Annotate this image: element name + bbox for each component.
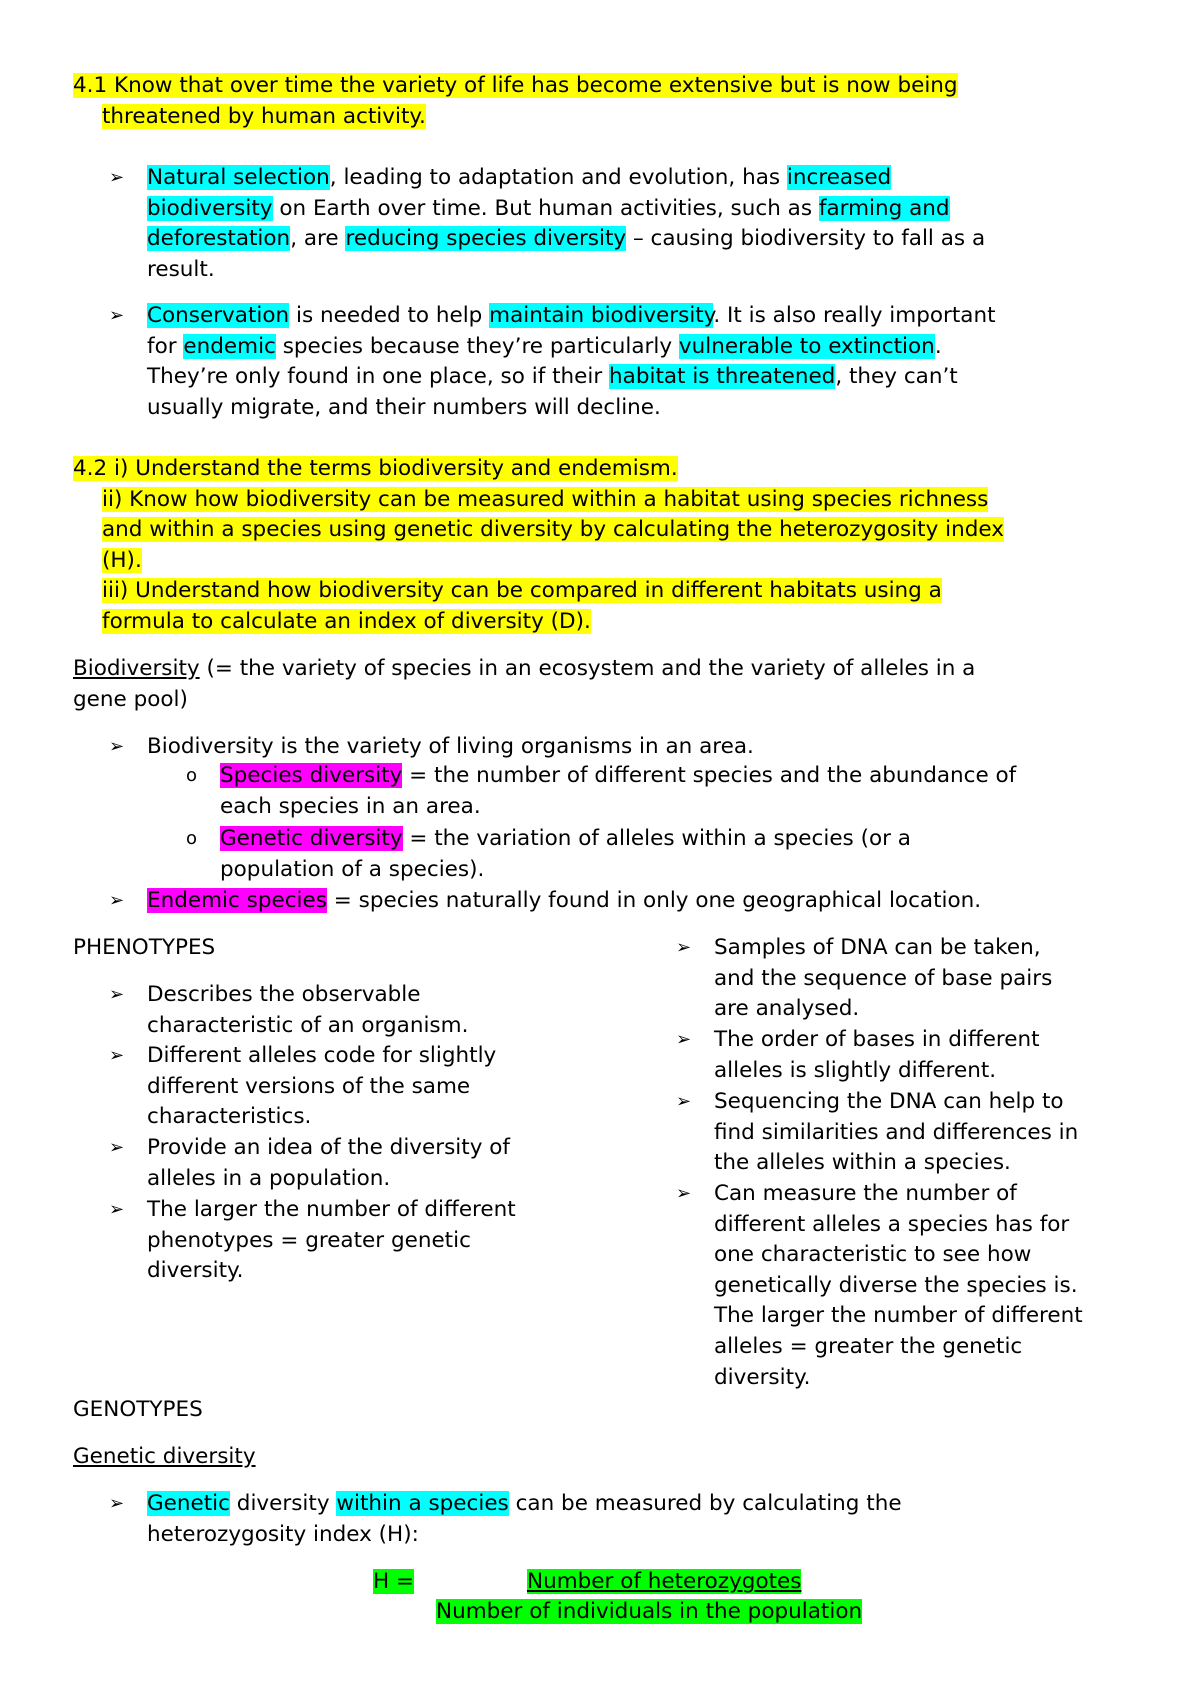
text-line (147, 1041, 496, 1072)
text-line (147, 1226, 516, 1257)
phenotype-bullet (109, 1195, 516, 1287)
text-line (147, 1256, 516, 1287)
arrow-bullet-icon: ➢ (109, 1137, 125, 1158)
highlighted-text: reducing species diversity (345, 226, 627, 252)
text: , are (290, 226, 346, 252)
arrow-bullet-icon: ➢ (676, 1183, 692, 1204)
formula-numerator (527, 1567, 801, 1598)
text-line (73, 71, 958, 102)
text: The larger the number of different (714, 1303, 1083, 1329)
text-line (714, 1271, 1083, 1302)
text-line (436, 1597, 862, 1628)
text: = species naturally found in only one geographical location. (326, 888, 982, 913)
text-line (147, 886, 981, 917)
bullet-heterozygosity (109, 1489, 902, 1550)
highlighted-text: Number of heterozygotes (527, 1569, 802, 1594)
dna-bullet (676, 1179, 1083, 1393)
objective-4-1-heading (73, 71, 958, 132)
text-line (147, 332, 996, 363)
text-line (147, 1520, 902, 1551)
text: each species in an area. (220, 793, 481, 819)
text-line (220, 761, 1016, 792)
text-line (147, 980, 468, 1011)
phenotype-bullet (109, 1133, 510, 1194)
text-line (220, 792, 1016, 823)
arrow-bullet-icon: ➢ (109, 305, 125, 326)
formula-h-equals (373, 1567, 414, 1598)
text: population of a species). (220, 856, 485, 882)
text: alleles is slightly different. (714, 1057, 997, 1083)
text-line (147, 255, 985, 286)
genetic-diversity-heading (73, 1442, 256, 1473)
highlighted-text: Endemic species (147, 888, 327, 913)
highlighted-text: ii) Know how biodiversity can be measured within a habitat using species richness (102, 486, 989, 512)
text-line (714, 1210, 1083, 1241)
highlighted-text: iii) Understand how biodiversity can be compared in different habitats using a (102, 578, 942, 604)
text-line (714, 933, 1052, 964)
arrow-bullet-icon: ➢ (109, 1199, 125, 1220)
text: Describes the observable (147, 982, 421, 1007)
text: – causing biodiversity to fall as a (626, 226, 986, 252)
highlighted-text: and within a species using genetic diversity by calculating the heterozygosity index (102, 517, 1004, 543)
text-line (714, 1025, 1040, 1056)
text: for (147, 333, 184, 359)
bullet-endemic-species (109, 886, 982, 917)
text: = the number of different species and the abundance of (402, 763, 1017, 788)
text: They’re only found in one place, so if their (147, 364, 610, 390)
text-line (147, 301, 996, 332)
text-line (73, 576, 1004, 607)
text: gene pool) (73, 686, 188, 712)
text-line (73, 546, 1004, 577)
text: one characteristic to see how (714, 1242, 1032, 1268)
text-line (714, 1240, 1083, 1271)
highlighted-text: Species diversity (220, 763, 403, 788)
text: alleles in a population. (147, 1165, 391, 1191)
text: genetically diverse the species is. (714, 1272, 1078, 1298)
text-line (147, 1164, 510, 1195)
formula-denominator (436, 1597, 862, 1628)
subbullet-genetic-diversity (186, 824, 911, 885)
text-line (147, 1133, 510, 1164)
text-line (147, 1102, 496, 1133)
arrow-bullet-icon: ➢ (676, 1029, 692, 1050)
text: alleles = greater the genetic (714, 1333, 1023, 1359)
text-line (147, 393, 996, 424)
text-line (220, 824, 911, 855)
text: GENOTYPES (73, 1397, 203, 1422)
circle-bullet-icon: o (186, 828, 198, 849)
text-line (73, 933, 215, 964)
text: phenotypes = greater genetic (147, 1227, 471, 1253)
text: usually migrate, and their numbers will decline. (147, 394, 661, 420)
dna-bullet (676, 933, 1053, 1025)
text: and the sequence of base pairs (714, 965, 1053, 991)
arrow-bullet-icon: ➢ (109, 167, 125, 188)
text-line (714, 1118, 1078, 1149)
text: Samples of DNA can be taken, (714, 935, 1041, 960)
text: diversity. (714, 1364, 811, 1390)
text: diversity (229, 1491, 337, 1516)
highlighted-text: threatened by human activity. (102, 103, 426, 129)
highlighted-text: Genetic diversity (73, 1444, 256, 1469)
circle-bullet-icon: o (186, 765, 198, 786)
text-line (714, 1363, 1083, 1394)
text-line (147, 732, 754, 763)
arrow-bullet-icon: ➢ (109, 890, 125, 911)
highlighted-text: biodiversity (147, 195, 273, 221)
text-line (714, 1148, 1078, 1179)
arrow-bullet-icon: ➢ (676, 1091, 692, 1112)
text-line (527, 1567, 801, 1598)
genotypes-heading (73, 1395, 203, 1426)
text-line (714, 1332, 1083, 1363)
text: find similarities and differences in (714, 1119, 1079, 1145)
bullet-natural-selection (109, 163, 986, 285)
highlighted-text: 4.2 i) Understand the terms biodiversity and endemism. (73, 456, 678, 481)
text: = the variation of alleles within a species (or a (402, 826, 911, 851)
text: , leading to adaptation and evolution, has (329, 165, 787, 190)
objective-4-2-heading (73, 454, 1004, 638)
text: diversity. (147, 1258, 244, 1284)
text: can be measured by calculating the (508, 1491, 902, 1516)
text-line (73, 654, 975, 685)
text-line (73, 485, 1004, 516)
text: Different alleles code for slightly (147, 1043, 497, 1068)
arrow-bullet-icon: ➢ (676, 937, 692, 958)
text-line (73, 685, 975, 716)
highlighted-text: habitat is threatened (609, 364, 836, 390)
text-line (147, 1195, 516, 1226)
text: different versions of the same (147, 1073, 471, 1099)
text-line (220, 855, 911, 886)
text: species because they’re particularly (275, 333, 679, 359)
text-line (714, 1056, 1040, 1087)
text: Provide an idea of the diversity of (147, 1135, 510, 1160)
highlighted-text: formula to calculate an index of diversity (D). (102, 608, 591, 634)
highlighted-text: H = (373, 1569, 415, 1594)
arrow-bullet-icon: ➢ (109, 1493, 125, 1514)
text-line (147, 1072, 496, 1103)
text: result. (147, 256, 215, 282)
highlighted-text: deforestation (147, 226, 291, 252)
text: the alleles within a species. (714, 1150, 1011, 1176)
arrow-bullet-icon: ➢ (109, 1045, 125, 1066)
text-line (73, 1442, 256, 1473)
text-line (73, 1395, 203, 1426)
highlighted-text: 4.1 Know that over time the variety of life has become extensive but is now being (73, 73, 958, 98)
text: heterozygosity index (H): (147, 1521, 419, 1547)
bullet-biodiversity-variety (109, 732, 754, 763)
arrow-bullet-icon: ➢ (109, 984, 125, 1005)
phenotypes-heading (73, 933, 215, 964)
text: Sequencing the DNA can help to (714, 1089, 1064, 1114)
text-line (373, 1567, 414, 1598)
text: The larger the number of different (147, 1197, 516, 1222)
text-line (73, 454, 1004, 485)
highlighted-text: (H). (102, 547, 142, 573)
text-line (147, 362, 996, 393)
dna-bullet (676, 1025, 1040, 1086)
highlighted-text: Number of individuals in the population (436, 1599, 863, 1624)
phenotype-bullet (109, 980, 469, 1041)
text-line (714, 994, 1052, 1025)
text-line (73, 515, 1004, 546)
highlighted-text: Genetic diversity (220, 826, 403, 851)
text-line (147, 194, 985, 225)
text: , they can’t (835, 364, 958, 390)
highlighted-text: increased (786, 165, 892, 190)
text: is needed to help (289, 303, 490, 328)
highlighted-text: endemic (183, 333, 276, 359)
text: different alleles a species has for (714, 1211, 1070, 1237)
highlighted-text: Genetic (147, 1491, 230, 1516)
text: . (934, 333, 942, 359)
highlighted-text: Biodiversity (73, 656, 200, 681)
text: PHENOTYPES (73, 935, 216, 960)
highlighted-text: within a species (336, 1491, 509, 1516)
phenotype-bullet (109, 1041, 497, 1133)
text: on Earth over time. But human activities, such as (272, 195, 819, 221)
text: Can measure the number of (714, 1181, 1017, 1206)
text-line (714, 1179, 1083, 1210)
highlighted-text: maintain biodiversity (489, 303, 714, 328)
text-line (147, 1011, 468, 1042)
arrow-bullet-icon: ➢ (109, 736, 125, 757)
highlighted-text: farming and (818, 195, 950, 221)
text: (= the variety of species in an ecosystem and the variety of alleles in a (199, 656, 976, 681)
bullet-conservation (109, 301, 996, 423)
text-line (714, 1087, 1078, 1118)
highlighted-text: Conservation (147, 303, 290, 328)
text: characteristics. (147, 1104, 312, 1130)
text-line (73, 102, 958, 133)
subbullet-species-diversity (186, 761, 1017, 822)
text: . It is also really important (713, 303, 996, 328)
text-line (147, 224, 985, 255)
highlighted-text: Natural selection (147, 165, 330, 190)
text-line (73, 607, 1004, 638)
text: The order of bases in different (714, 1027, 1040, 1052)
text-line (147, 163, 985, 194)
text: characteristic of an organism. (147, 1012, 469, 1038)
text-line (147, 1489, 902, 1520)
text: Biodiversity is the variety of living organisms in an area. (147, 734, 754, 759)
highlighted-text: vulnerable to extinction (678, 333, 935, 359)
text-line (714, 964, 1052, 995)
text: are analysed. (714, 996, 860, 1022)
dna-bullet (676, 1087, 1079, 1179)
biodiversity-definition (73, 654, 975, 715)
text-line (714, 1301, 1083, 1332)
